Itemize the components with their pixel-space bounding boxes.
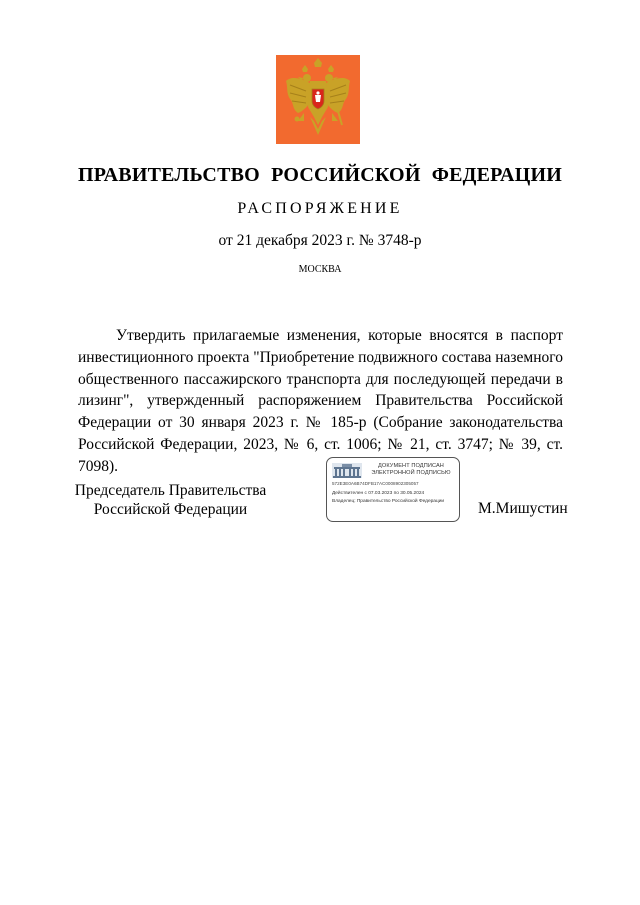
order-paragraph: Утвердить прилагаемые изменения, которые вносятся в паспорт инвестиционного проекта "Приобретение подвижного состава наземного общественного пассажирского транспорта для последующей передачи в лизинг", утвержденный распоряжением Правительства Российской Федерации от 30 января 2023 г. № 185-р (Собрание законодательства Российской Федерации, 2023, № 6, ст. 1006; № 21, ст. 3747; № 39, ст. 7098). (78, 327, 563, 475)
electronic-signature-stamp (326, 457, 460, 522)
double-headed-eagle-icon (276, 55, 360, 144)
stamp-heading-line-2: ЭЛЕКТРОННОЙ ПОДПИСЬЮ (371, 470, 451, 476)
signer-position-line-2: Российской Федерации (93, 501, 248, 518)
issuer-title: ПРАВИТЕЛЬСТВО РОССИЙСКОЙ ФЕДЕРАЦИИ (78, 164, 562, 186)
document-type: РАСПОРЯЖЕНИЕ (237, 200, 403, 217)
document-date-number: от 21 декабря 2023 г. № 3748-р (218, 232, 422, 249)
stamp-validity: Действителен с 07.03.2023 по 30.05.2024 (332, 491, 425, 496)
document-city: МОСКВА (298, 264, 342, 275)
coat-of-arms-emblem (276, 55, 360, 144)
stamp-certificate-number: 572E3E0A6B74DFB17AC0008902305057 (332, 481, 419, 486)
signer-name: М.Мишустин (478, 500, 568, 517)
signer-position-line-1: Председатель Правительства (74, 482, 267, 499)
stamp-heading (365, 463, 457, 477)
stamp-heading-line-1: ДОКУМЕНТ ПОДПИСАН (378, 463, 444, 469)
stamp-owner: Владелец: Правительство Российской Федерации (332, 499, 445, 504)
signer-position (68, 481, 273, 519)
government-building-icon (332, 463, 362, 478)
